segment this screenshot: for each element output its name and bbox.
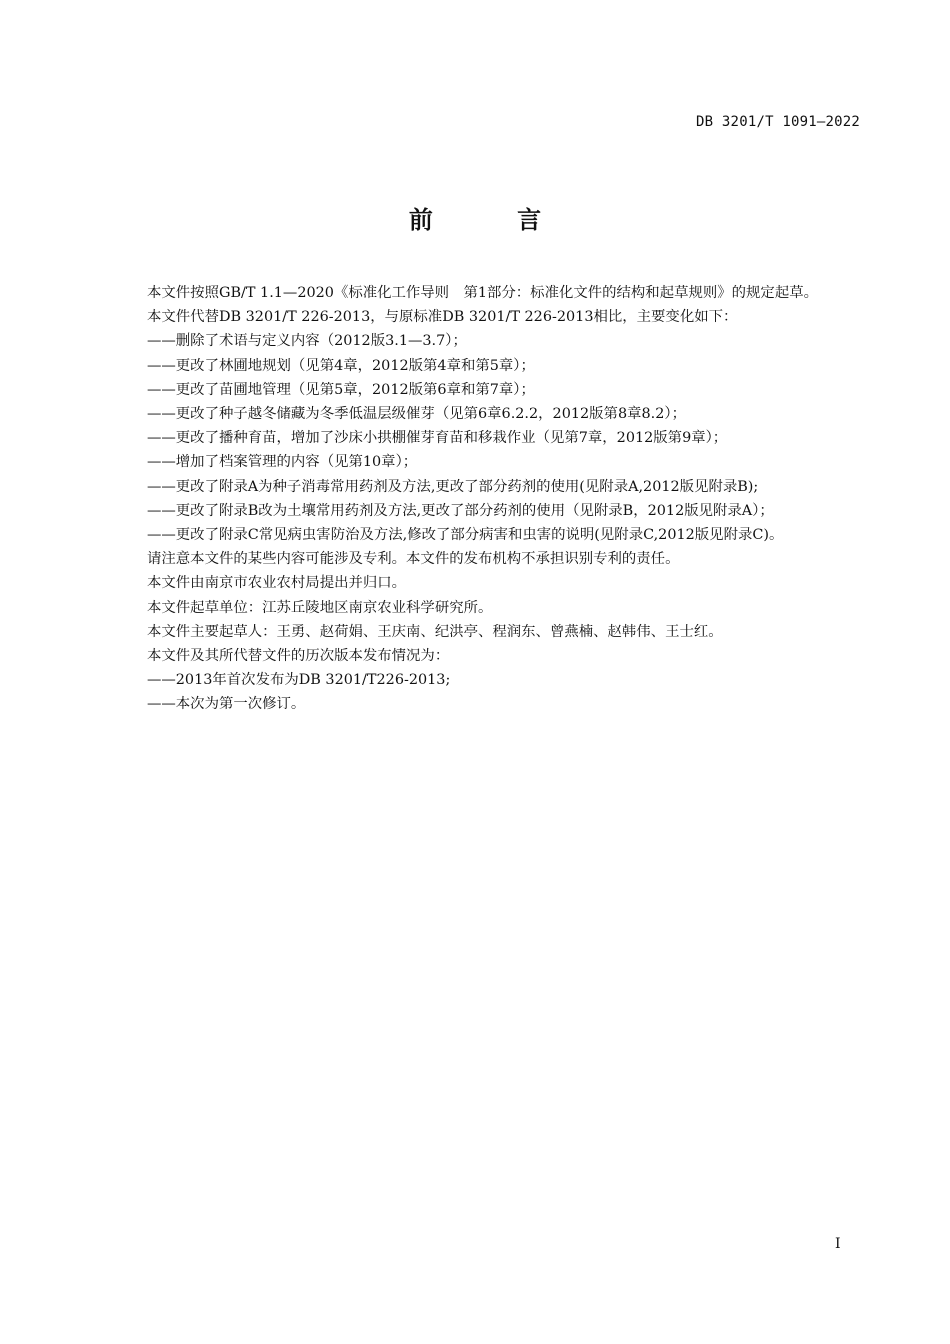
document-code: DB 3201/T 1091—2022 [696, 114, 860, 130]
paragraph-proposer: 本文件由南京市农业农村局提出并归口。 [147, 575, 407, 592]
change-item: ——增加了档案管理的内容（见第10章）； [147, 454, 418, 471]
document-body [113, 281, 863, 717]
history-item: ——2013年首次发布为DB 3201/T226-2013; [147, 672, 451, 689]
change-item: ——更改了附录A为种子消毒常用药剂及方法,更改了部分药剂的使用(见附录A,2012版见附录B); [147, 478, 759, 495]
change-item: ——删除了术语与定义内容（2012版3.1—3.7）； [147, 333, 467, 350]
change-item: ——更改了林圃地规划（见第4章，2012版第4章和第5章）； [147, 357, 535, 374]
paragraph-history-intro: 本文件及其所代替文件的历次版本发布情况为： [147, 648, 450, 665]
change-item: ——更改了附录B改为土壤常用药剂及方法,更改了部分药剂的使用（见附录B，2012版见附录A）； [147, 502, 774, 519]
change-item: ——更改了种子越冬储藏为冬季低温层级催芽（见第6章6.2.2，2012版第8章8.2）； [147, 406, 686, 423]
paragraph-replaces: 本文件代替DB 3201/T 226-2013，与原标准DB 3201/T 226-2013相比，主要变化如下： [147, 309, 738, 326]
paragraph-patent-notice: 请注意本文件的某些内容可能涉及专利。本文件的发布机构不承担识别专利的责任。 [147, 551, 680, 568]
page-title: 前 言 [408, 206, 580, 234]
paragraph-drafters: 本文件主要起草人：王勇、赵荷娟、王庆南、纪洪亭、程润东、曾燕楠、赵韩伟、王士红。 [147, 623, 723, 640]
page-number: I [835, 1236, 841, 1252]
change-item: ——更改了播种育苗，增加了沙床小拱棚催芽育苗和移栽作业（见第7章，2012版第9章）； [147, 430, 728, 447]
history-item: ——本次为第一次修订。 [147, 696, 306, 713]
paragraph-drafting-rules: 本文件按照GB/T 1.1—2020《标准化工作导则 第1部分：标准化文件的结构和起草规则》的规定起草。 [147, 285, 818, 301]
change-item: ——更改了苗圃地管理（见第5章，2012版第6章和第7章）； [147, 381, 535, 398]
change-item: ——更改了附录C常见病虫害防治及方法,修改了部分病害和虫害的说明(见附录C,2012版见附录C)。 [147, 527, 784, 544]
paragraph-drafting-unit: 本文件起草单位：江苏丘陵地区南京农业科学研究所。 [147, 599, 493, 616]
